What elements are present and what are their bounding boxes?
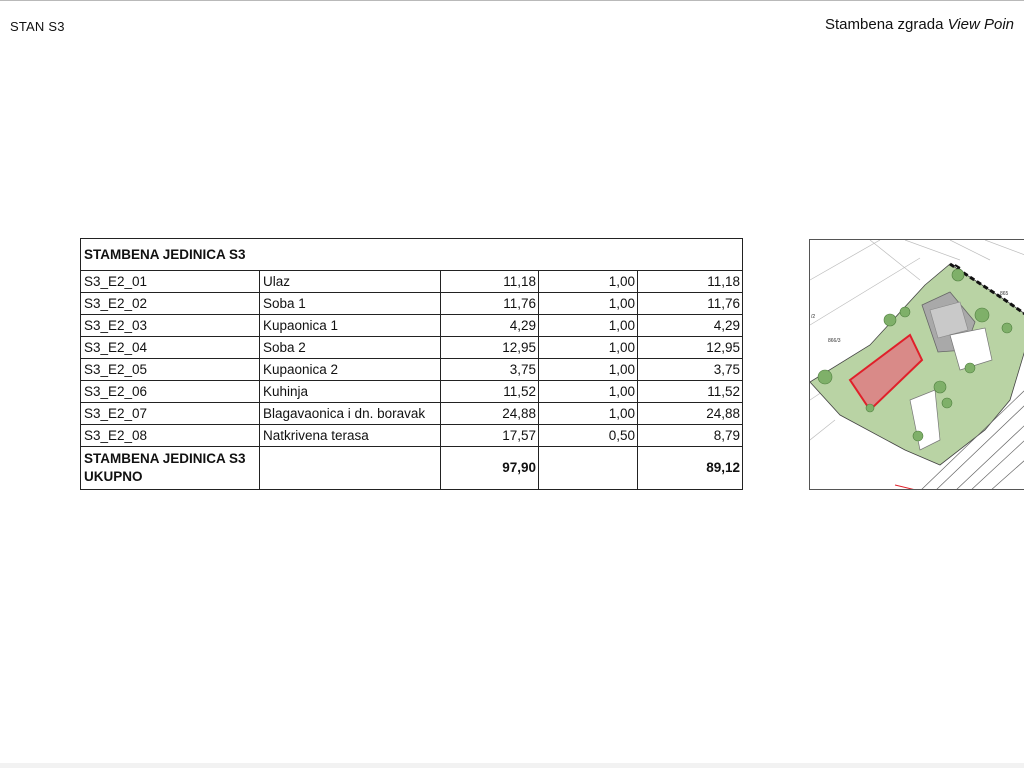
table-row	[81, 359, 743, 381]
total-label-line1: STAMBENA JEDINICA S3	[84, 451, 246, 466]
site-plan-image	[809, 239, 1024, 490]
room-name-cell: Kuhinja	[260, 381, 441, 403]
net-area-cell: 11,18	[638, 271, 743, 293]
room-name-cell: Blagavaonica i dn. boravak	[260, 403, 441, 425]
unit-label: STAN S3	[10, 19, 65, 34]
room-code-cell: S3_E2_03	[81, 315, 260, 337]
table-row	[81, 381, 743, 403]
table-row	[81, 315, 743, 337]
coefficient-cell: 1,00	[539, 271, 638, 293]
room-code-cell: S3_E2_02	[81, 293, 260, 315]
coefficient-cell: 1,00	[539, 359, 638, 381]
total-area-cell: 97,90	[441, 447, 539, 490]
top-rule	[0, 0, 1024, 1]
table-row	[81, 271, 743, 293]
room-name-cell: Kupaonica 1	[260, 315, 441, 337]
room-area-cell: 11,18	[441, 271, 539, 293]
project-title	[825, 16, 1014, 33]
net-area-cell: 11,76	[638, 293, 743, 315]
net-area-cell: 24,88	[638, 403, 743, 425]
total-empty-cell	[260, 447, 441, 490]
room-code-cell: S3_E2_01	[81, 271, 260, 293]
coefficient-cell: 0,50	[539, 425, 638, 447]
room-name-cell: Soba 2	[260, 337, 441, 359]
total-row	[81, 447, 743, 490]
coefficient-cell: 1,00	[539, 381, 638, 403]
coefficient-cell: 1,00	[539, 293, 638, 315]
room-code-cell: S3_E2_05	[81, 359, 260, 381]
table-title: STAMBENA JEDINICA S3	[81, 239, 743, 271]
room-area-cell: 3,75	[441, 359, 539, 381]
total-label-cell	[81, 447, 260, 490]
net-area-cell: 12,95	[638, 337, 743, 359]
net-area-cell: 8,79	[638, 425, 743, 447]
room-code-cell: S3_E2_08	[81, 425, 260, 447]
table-title-row	[81, 239, 743, 271]
table-row	[81, 403, 743, 425]
table-row	[81, 425, 743, 447]
coefficient-cell: 1,00	[539, 337, 638, 359]
room-area-cell: 11,76	[441, 293, 539, 315]
bottom-rule	[0, 763, 1024, 768]
parcel-label-865: 865	[1000, 291, 1009, 297]
site-plan-drawing	[810, 240, 1024, 490]
room-name-cell: Kupaonica 2	[260, 359, 441, 381]
total-label-line2: UKUPNO	[84, 469, 143, 484]
room-area-cell: 12,95	[441, 337, 539, 359]
net-area-cell: 3,75	[638, 359, 743, 381]
room-name-cell: Soba 1	[260, 293, 441, 315]
room-code-cell: S3_E2_07	[81, 403, 260, 425]
room-name-cell: Ulaz	[260, 271, 441, 293]
room-area-cell: 11,52	[441, 381, 539, 403]
room-code-cell: S3_E2_06	[81, 381, 260, 403]
net-area-cell: 11,52	[638, 381, 743, 403]
coefficient-cell: 1,00	[539, 403, 638, 425]
room-code-cell: S3_E2_04	[81, 337, 260, 359]
table-row	[81, 293, 743, 315]
project-title-prefix: Stambena zgrada	[825, 16, 948, 33]
room-area-cell: 4,29	[441, 315, 539, 337]
room-name-cell: Natkrivena terasa	[260, 425, 441, 447]
net-area-cell: 4,29	[638, 315, 743, 337]
parcel-label-2: /2	[811, 314, 816, 320]
total-net-cell: 89,12	[638, 447, 743, 490]
coefficient-cell: 1,00	[539, 315, 638, 337]
total-empty-cell	[539, 447, 638, 490]
room-area-cell: 17,57	[441, 425, 539, 447]
room-area-cell: 24,88	[441, 403, 539, 425]
parcel-label-8663: 866/3	[828, 338, 841, 344]
table-row	[81, 337, 743, 359]
project-title-name: View Poin	[947, 16, 1015, 33]
unit-area-table	[80, 238, 743, 490]
